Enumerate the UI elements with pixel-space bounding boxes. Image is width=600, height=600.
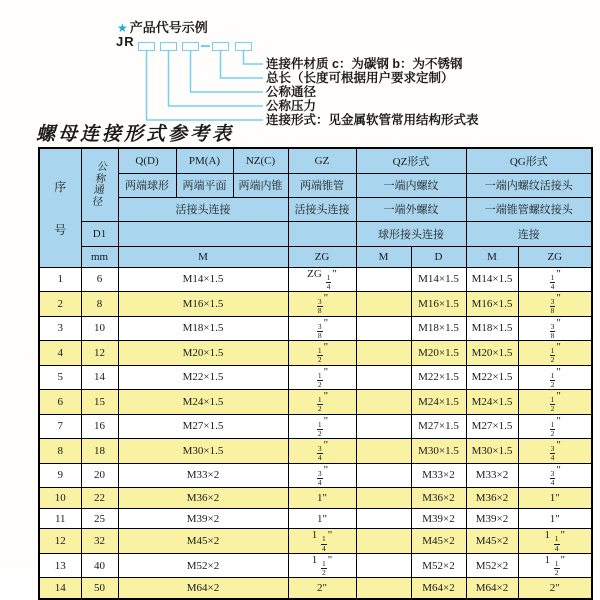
diagram-label-material: 连接件材质 c：为碳钢 b：为不锈钢 [266, 57, 463, 71]
header-desc-qg: 一端内螺纹活接头 [466, 173, 592, 197]
cell-m-union: M33×2 [118, 463, 288, 488]
cell-qg-zg: $\frac{1}{2}$ " [518, 341, 592, 366]
cell-qz-m [356, 508, 411, 529]
code-box-5 [235, 42, 252, 51]
header-d1: D1 [81, 221, 118, 246]
cell-qz-d: M33×2 [411, 463, 466, 488]
cell-qg-m: M20×1.5 [466, 341, 518, 366]
cell-zg: $\frac{1}{2}$ " [288, 390, 356, 415]
diagram-label-connection: 连接形式：见金属软管常用结构形式表 [266, 113, 479, 127]
cell-m-union: M16×1.5 [118, 292, 288, 317]
cell-qz-m [356, 292, 411, 317]
cell-qz-m [356, 316, 411, 341]
cell-mm: 10 [81, 316, 118, 341]
table-row [39, 390, 592, 415]
cell-qg-zg: $\frac{3}{8}$ " [518, 292, 592, 317]
cell-qg-m: M30×1.5 [466, 439, 518, 464]
cell-m-union: M45×2 [118, 529, 288, 554]
cell-seq: 6 [39, 390, 81, 415]
cell-m-union: M27×1.5 [118, 414, 288, 439]
cell-qg-zg: 1 $\frac{1}{4}$ " [518, 529, 592, 554]
cell-m-union: M20×1.5 [118, 341, 288, 366]
table-title: 螺母连接形式参考表 [36, 124, 235, 145]
cell-qz-m [356, 267, 411, 292]
diagram-label-pressure: 公称压力 [266, 99, 317, 113]
cell-seq: 13 [39, 553, 81, 578]
table-row [39, 414, 592, 439]
header-desc-qz: 一端内螺纹 [356, 173, 466, 197]
cell-qg-zg: $\frac{1}{4}$ " [518, 267, 592, 292]
cell-qz-m [356, 553, 411, 578]
header-col-qd: Q(D) [118, 148, 176, 173]
cell-seq: 11 [39, 508, 81, 529]
header-col-nz: NZ(C) [233, 148, 288, 173]
cell-zg: 2" [288, 578, 356, 599]
header-conn-qz: 一端外螺纹 [356, 197, 466, 221]
cell-seq: 8 [39, 439, 81, 464]
cell-zg: 1" [288, 488, 356, 509]
cell-seq: 10 [39, 488, 81, 509]
cell-qz-d: M36×2 [411, 488, 466, 509]
cell-qz-m [356, 439, 411, 464]
cell-qg-m: M36×2 [466, 488, 518, 509]
cell-seq: 12 [39, 529, 81, 554]
cell-qz-m [356, 341, 411, 366]
cell-mm: 8 [81, 292, 118, 317]
cell-qz-d: M20×1.5 [411, 341, 466, 366]
cell-qz-d: M45×2 [411, 529, 466, 554]
diagram-label-diameter: 公称通径 [266, 85, 317, 99]
cell-qg-m: M14×1.5 [466, 267, 518, 292]
table-row [39, 341, 592, 366]
cell-m-union: M30×1.5 [118, 439, 288, 464]
cell-qg-zg: $\frac{1}{2}$ " [518, 365, 592, 390]
cell-mm: 15 [81, 390, 118, 415]
table-row [39, 529, 592, 554]
table-row [39, 267, 592, 292]
cell-zg: ZG $\frac{1}{4}$ " [288, 267, 356, 292]
cell-qg-zg: $\frac{3}{4}$ " [518, 439, 592, 464]
header-seq [39, 148, 81, 267]
cell-m-union: M36×2 [118, 488, 288, 509]
cell-seq: 2 [39, 292, 81, 317]
cell-qz-d: M18×1.5 [411, 316, 466, 341]
cell-qz-m [356, 390, 411, 415]
header-ball-joint: 球形接头连接 [356, 221, 466, 246]
table-row [39, 508, 592, 529]
cell-mm: 12 [81, 341, 118, 366]
cell-seq: 1 [39, 267, 81, 292]
cell-qz-d: M24×1.5 [411, 390, 466, 415]
product-code-example-text: 产品代号示例 [129, 20, 208, 35]
cell-mm: 32 [81, 529, 118, 554]
cell-qg-m: M18×1.5 [466, 316, 518, 341]
cell-qg-zg: $\frac{3}{4}$ " [518, 463, 592, 488]
cell-zg: $\frac{1}{2}$ " [288, 341, 356, 366]
header-desc-qd: 两端球形 [118, 173, 176, 197]
cell-qg-m: M64×2 [466, 578, 518, 599]
cell-m-union: M22×1.5 [118, 365, 288, 390]
cell-zg: 1 $\frac{1}{4}$ " [288, 529, 356, 554]
cell-qg-m: M16×1.5 [466, 292, 518, 317]
cell-qg-m: M33×2 [466, 463, 518, 488]
cell-qg-zg: $\frac{1}{2}$ " [518, 414, 592, 439]
cell-mm: 25 [81, 508, 118, 529]
cell-mm: 22 [81, 488, 118, 509]
code-box-4 [212, 42, 229, 51]
cell-seq: 9 [39, 463, 81, 488]
cell-qz-d: M30×1.5 [411, 439, 466, 464]
cell-m-union: M24×1.5 [118, 390, 288, 415]
cell-qg-m: M52×2 [466, 553, 518, 578]
header-connect: 连接 [466, 221, 592, 246]
header-desc-nz: 两端内锥 [233, 173, 288, 197]
cell-m-union: M18×1.5 [118, 316, 288, 341]
table-row [39, 463, 592, 488]
header-m-qg: M [466, 246, 518, 267]
cell-qz-m [356, 463, 411, 488]
table-row [39, 365, 592, 390]
header-col-qz: QZ形式 [356, 148, 466, 173]
table-row [39, 553, 592, 578]
cell-mm: 16 [81, 414, 118, 439]
table-row [39, 439, 592, 464]
cell-qz-d: M39×2 [411, 508, 466, 529]
cell-zg: $\frac{3}{4}$ " [288, 439, 356, 464]
cell-qz-d: M16×1.5 [411, 292, 466, 317]
cell-qz-d: M14×1.5 [411, 267, 466, 292]
star-icon: ★ [117, 21, 128, 35]
cell-m-union: M64×2 [118, 578, 288, 599]
cell-qg-zg: 1 $\frac{1}{2}$ " [518, 553, 592, 578]
header-zg-qg: ZG [518, 246, 592, 267]
cell-mm: 6 [81, 267, 118, 292]
cell-zg: $\frac{3}{8}$ " [288, 316, 356, 341]
table-row [39, 316, 592, 341]
header-desc-pm: 两端平面 [176, 173, 233, 197]
product-code-prefix: JR [116, 34, 135, 49]
cell-zg: 1 $\frac{1}{2}$ " [288, 553, 356, 578]
code-box-2 [160, 42, 177, 51]
header-blank-union [118, 221, 288, 246]
cell-seq: 3 [39, 316, 81, 341]
header-conn-qg: 一端锥管螺纹接头 [466, 197, 592, 221]
cell-zg: 1" [288, 508, 356, 529]
cell-seq: 14 [39, 578, 81, 599]
header-blank-gz [288, 221, 356, 246]
header-m-union: M [118, 246, 288, 267]
header-mm: mm [81, 246, 118, 267]
cell-mm: 14 [81, 365, 118, 390]
header-seq-char: 序 [54, 179, 67, 194]
cell-qz-m [356, 529, 411, 554]
cell-zg: $\frac{1}{2}$ " [288, 365, 356, 390]
header-d-qz: D [411, 246, 466, 267]
cell-qz-d: M22×1.5 [411, 365, 466, 390]
header-nominal-diameter: 公 称 通 径 [81, 148, 118, 221]
diagram-label-length: 总长（长度可根据用户要求定制） [266, 71, 454, 85]
cell-qz-m [356, 414, 411, 439]
cell-seq: 7 [39, 414, 81, 439]
cell-qz-m [356, 365, 411, 390]
code-box-3 [182, 42, 199, 51]
header-conn-gz: 活接头连接 [288, 197, 356, 221]
header-zg-gz: ZG [288, 246, 356, 267]
header-desc-gz: 两端锥管 [288, 173, 356, 197]
header-m-qz: M [356, 246, 411, 267]
header-col-gz: GZ [288, 148, 356, 173]
table-row [39, 488, 592, 509]
cell-mm: 18 [81, 439, 118, 464]
cell-qz-m [356, 488, 411, 509]
cell-m-union: M39×2 [118, 508, 288, 529]
cell-zg: $\frac{1}{2}$ " [288, 414, 356, 439]
cell-mm: 20 [81, 463, 118, 488]
cell-mm: 40 [81, 553, 118, 578]
cell-seq: 4 [39, 341, 81, 366]
cell-qg-m: M27×1.5 [466, 414, 518, 439]
cell-mm: 50 [81, 578, 118, 599]
cell-qg-zg: 1" [518, 488, 592, 509]
header-conn-union: 活接头连接 [118, 197, 288, 221]
cell-qz-d: M64×2 [411, 578, 466, 599]
header-seq-char: 号 [54, 222, 67, 237]
cell-qz-d: M52×2 [411, 553, 466, 578]
reference-table [38, 147, 593, 600]
cell-qg-m: M39×2 [466, 508, 518, 529]
cell-qz-d: M27×1.5 [411, 414, 466, 439]
cell-qg-m: M45×2 [466, 529, 518, 554]
cell-qg-zg: $\frac{3}{8}$ " [518, 316, 592, 341]
cell-qg-zg: 1" [518, 508, 592, 529]
cell-qg-zg: $\frac{1}{2}$ " [518, 390, 592, 415]
cell-zg: $\frac{3}{8}$ " [288, 292, 356, 317]
code-box-1 [138, 42, 155, 51]
table-row [39, 578, 592, 599]
cell-seq: 5 [39, 365, 81, 390]
cell-qg-zg: 2" [518, 578, 592, 599]
cell-qg-m: M24×1.5 [466, 390, 518, 415]
table-row [39, 292, 592, 317]
code-dash [201, 45, 210, 47]
header-col-qg: QG形式 [466, 148, 592, 173]
header-col-pm: PM(A) [176, 148, 233, 173]
cell-qg-m: M22×1.5 [466, 365, 518, 390]
cell-m-union: M14×1.5 [118, 267, 288, 292]
cell-m-union: M52×2 [118, 553, 288, 578]
cell-zg: $\frac{3}{4}$ " [288, 463, 356, 488]
cell-qz-m [356, 578, 411, 599]
